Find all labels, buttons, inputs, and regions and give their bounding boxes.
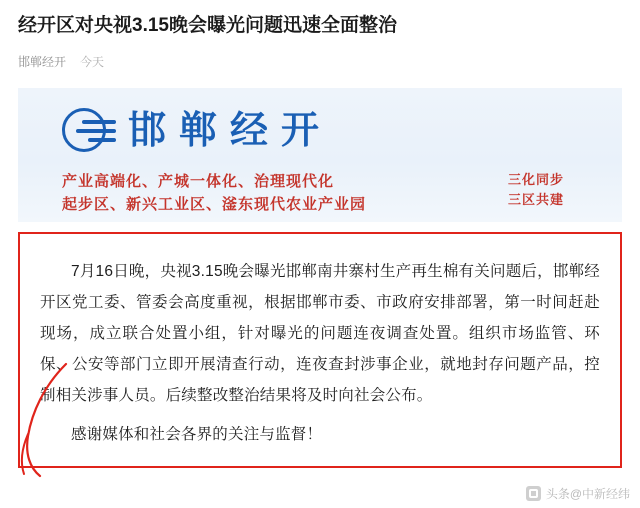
byline bbox=[18, 53, 622, 70]
emblem-icon bbox=[62, 104, 114, 156]
banner-slogan-line-1: 产业高端化、产城一体化、治理现代化 bbox=[62, 172, 335, 190]
paragraph-1: 7月16日晚，央视3.15晚会曝光邯郸南井寨村生产再生棉有关问题后，邯郸经开区党工委、管委会高度重视，根据邯郸市委、市政府安排部署，第一时间赶赴现场，成立联合处置小组，针对曝光的问题连夜调查处置。组织市场监管、环保、公安等部门立即开展清查行动，连夜查封涉事企业，就地封存问题产品，控制相关涉事人员。后续整改整治结果将及时向社会公布。 bbox=[40, 262, 600, 404]
page-title: 经开区对央视3.15晚会曝光问题迅速全面整治 bbox=[18, 15, 397, 36]
statement-box bbox=[18, 232, 622, 468]
banner-slogan-right bbox=[508, 170, 564, 212]
banner-slogan-right-line-1: 三化同步 bbox=[507, 171, 564, 187]
banner-logo-row bbox=[18, 88, 622, 156]
banner-slogan bbox=[62, 170, 366, 217]
banner-image bbox=[18, 88, 622, 222]
banner-slogan-line-2: 起步区、新兴工业区、滏东现代农业产业园 bbox=[62, 195, 367, 213]
watermark-text: 头条@中新经纬 bbox=[545, 487, 630, 501]
article-page bbox=[0, 14, 640, 508]
banner-logo-text: 邯郸经开 bbox=[128, 107, 333, 152]
author-name: 邯郸经开 bbox=[18, 54, 67, 69]
statement-text bbox=[40, 256, 600, 450]
publish-time: 今天 bbox=[80, 54, 105, 69]
paragraph-2: 感谢媒体和社会各界的关注与监督！ bbox=[71, 425, 323, 443]
banner-slogan-right-line-2: 三区共建 bbox=[507, 192, 564, 208]
